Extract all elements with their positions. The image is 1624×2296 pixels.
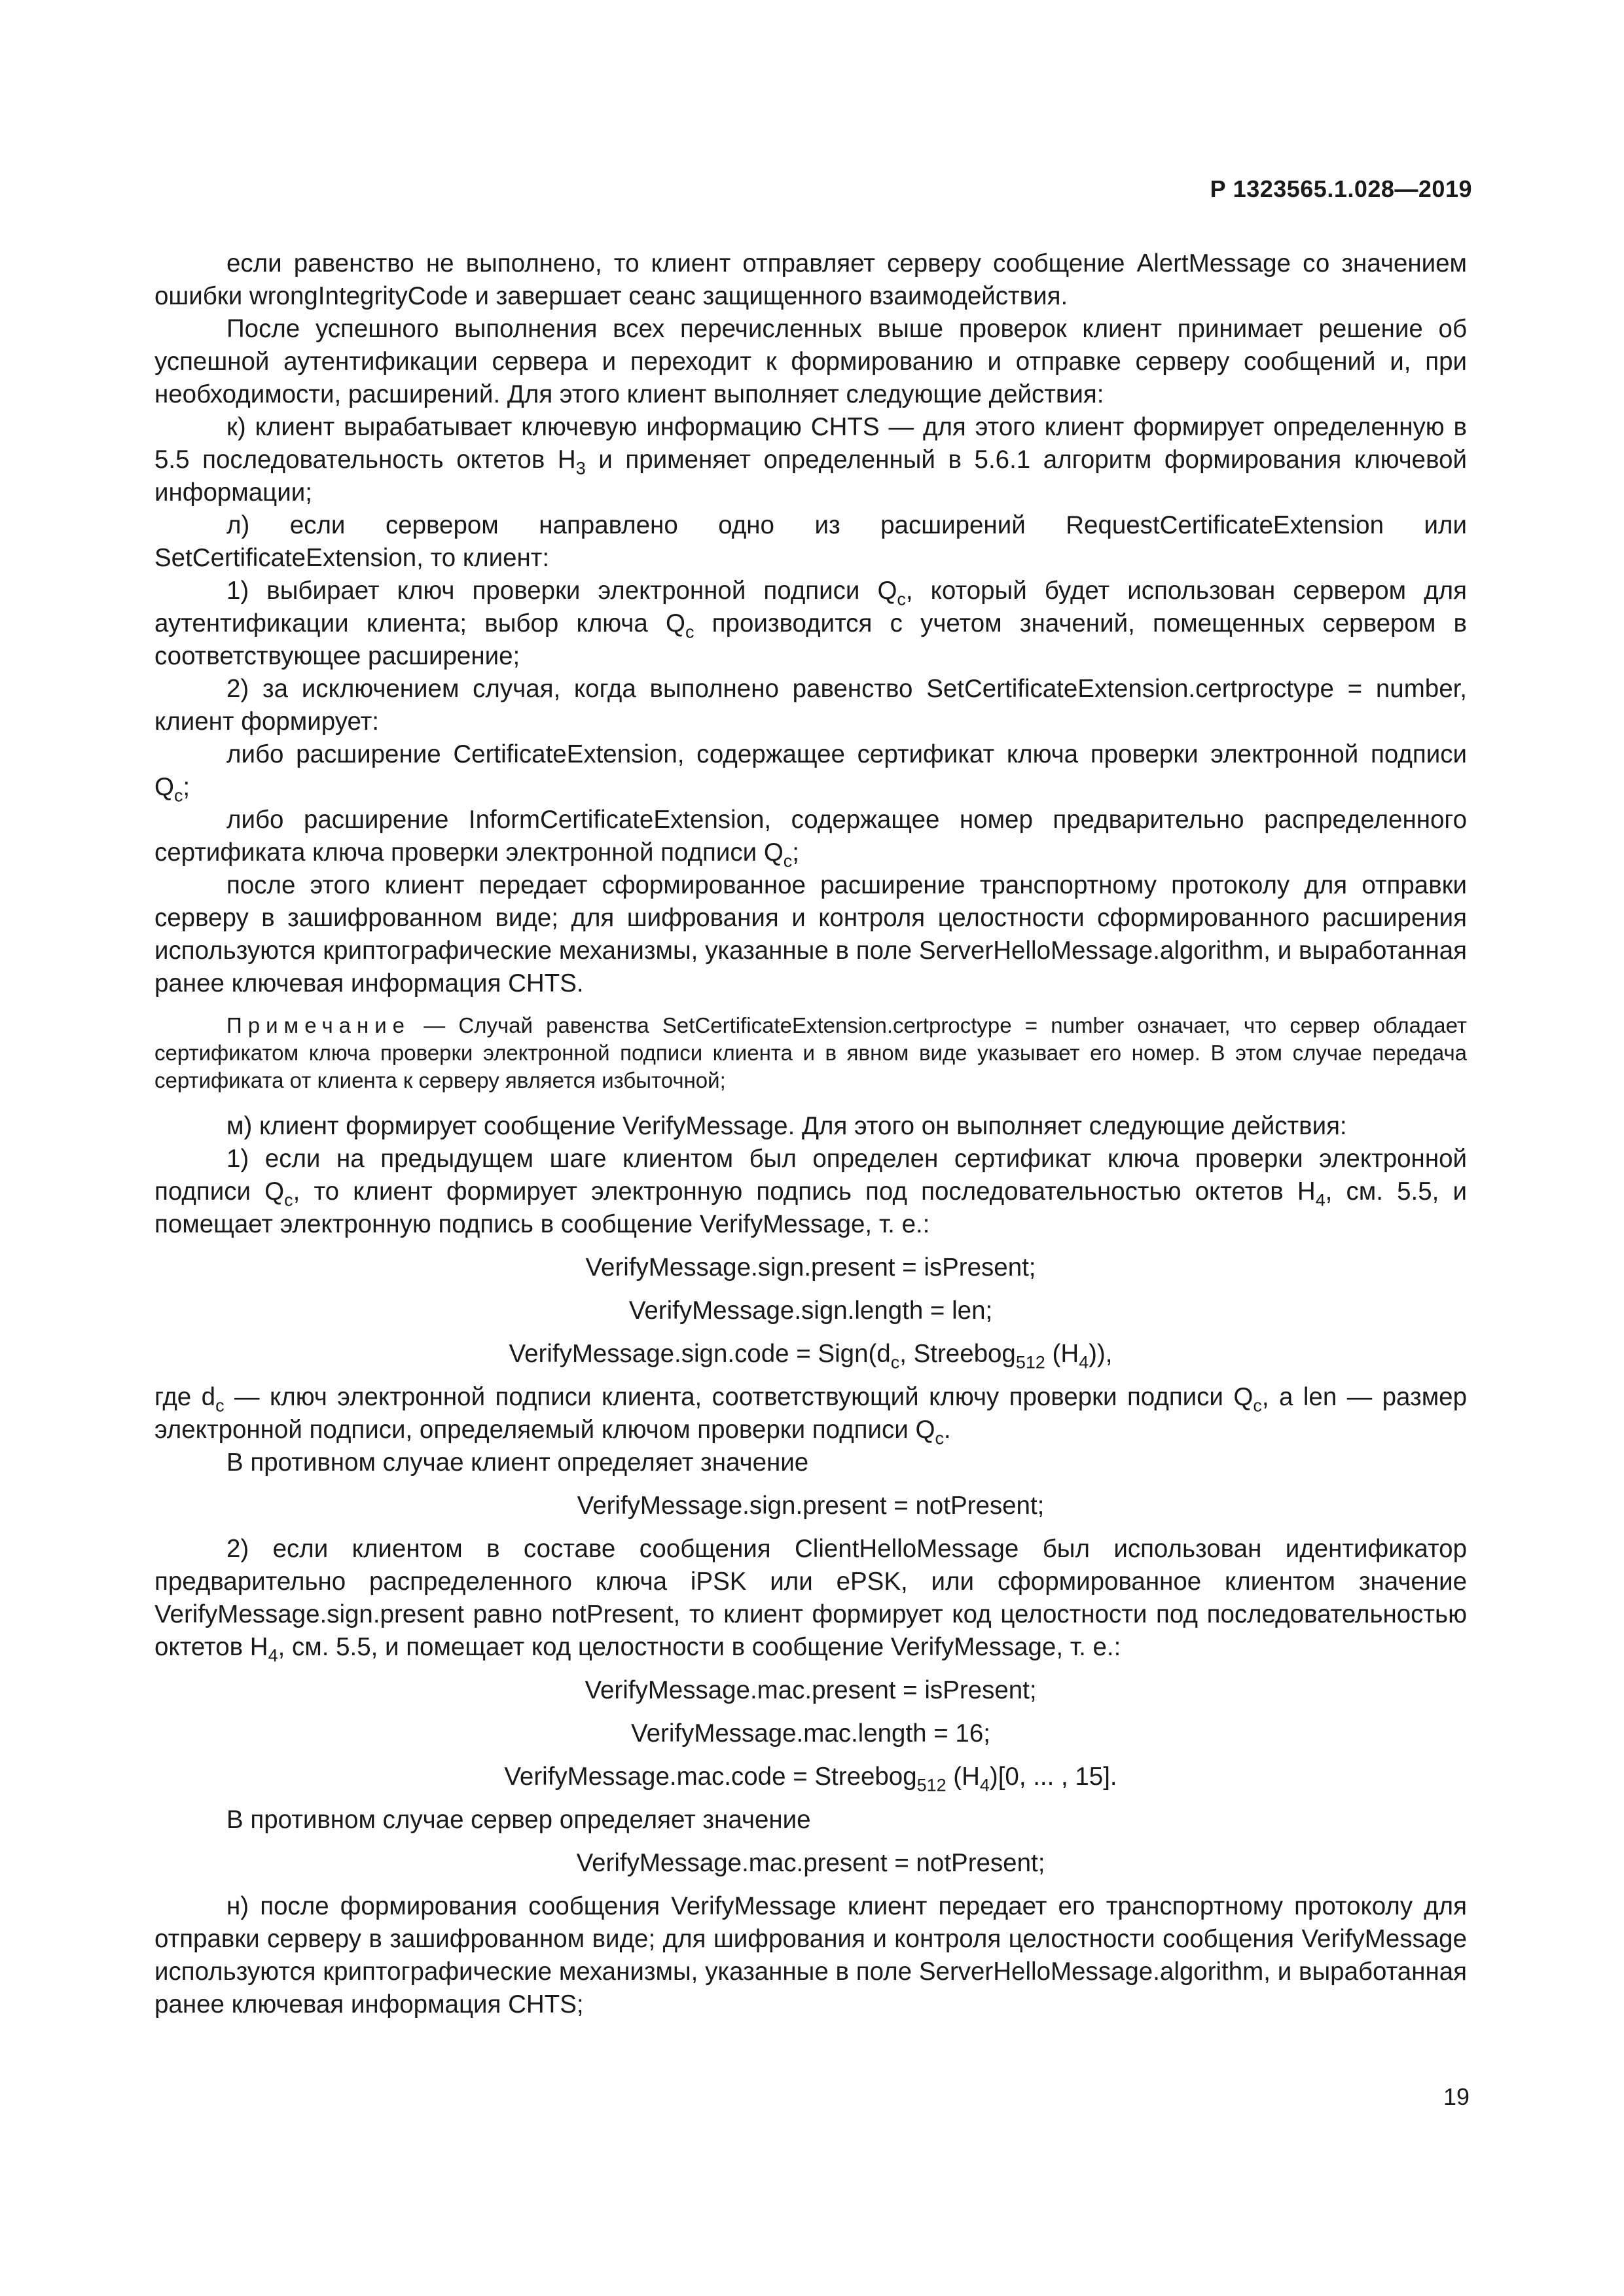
formula-mac-not-present: VerifyMessage.mac.present = notPresent;	[576, 1849, 1045, 1877]
item-l3: после этого клиент передает сформированное расширение транспортному протоколу для отправки серверу в зашифрованном виде; для шифрования и контроля целостности сформированного расширения используются криптографические механизмы, указанные в поле ServerHelloMessage.algorithm, и выработанная ранее ключевая информация CHTS.	[154, 871, 1467, 997]
paragraph-auth-success: После успешного выполнения всех перечисленных выше проверок клиент принимает решение об успешной аутентификации сервера и переходит к формированию и отправке серверу сообщений и, при необходимости, расширений. Для этого клиент выполняет следующие действия:	[154, 315, 1467, 408]
note-text: — Случай равенства SetCertificateExtension.certproctype = number означает, что сервер обладает сертификатом ключа проверки электронной подписи клиента и в явном виде указывает его номер. В этом случае передача сертификата от клиента к серверу является избыточной;	[154, 1013, 1467, 1092]
paragraph-where: где $d_c$ — ключ электронной подписи клиента, соответствующий ключу проверки подписи $Q_c$, а len — размер электронной подписи, определяемый ключом проверки подписи $Q_c$.	[154, 1383, 1467, 1448]
formula-mac-code: VerifyMessage.mac.code = Streebog$_{512}$ $(H_4)[0$, ... , 15].	[504, 1763, 1117, 1795]
formula-sign-not-present: VerifyMessage.sign.present = notPresent;	[577, 1492, 1045, 1520]
document-body	[154, 247, 1467, 2021]
formula-sign-length: VerifyMessage.sign.length = len;	[628, 1297, 993, 1325]
formula-sign-present: VerifyMessage.sign.present = isPresent;	[585, 1253, 1036, 1282]
item-k: к) клиент вырабатывает ключевую информацию CHTS — для этого клиент формирует определенную в 5.5 последовательность октетов $H_3$ и применяет определенный в 5.6.1 алгоритм формирования ключевой информации;	[154, 413, 1468, 507]
item-m2: 2) если клиентом в составе сообщения ClientHelloMessage был использован идентификатор предварительно распределенного ключа iPSK или ePSK, или сформированное клиентом значение VerifyMessage.sign.present равно notPresent, то клиент формирует код целостности под последовательностью октетов $H_4$, см. 5.5, и помещает код целостности в сообщение VerifyMessage, т. е.:	[154, 1535, 1467, 1666]
formula-mac-present: VerifyMessage.mac.present = isPresent;	[585, 1676, 1037, 1704]
item-l1: 1) выбирает ключ проверки электронной подписи $Q_c$, который будет использован сервером для аутентификации клиента; выбор ключа $Q_c$ производится с учетом значений, помещенных сервером в соответствующее расширение;	[154, 577, 1467, 670]
paragraph-else-client: В противном случае клиент определяет значение	[226, 1448, 809, 1477]
paragraph-else-server: В противном случае сервер определяет значение	[226, 1806, 811, 1834]
page-number: 19	[1443, 2083, 1470, 2110]
paragraph-alert: если равенство не выполнено, то клиент отправляет серверу сообщение AlertMessage со значением ошибки wrongIntegrityCode и завершает сеанс защищенного взаимодействия.	[154, 249, 1467, 310]
item-n: н) после формирования сообщения VerifyMessage клиент передает его транспортному протоколу для отправки серверу в зашифрованном виде; для шифрования и контроля целостности сообщения VerifyMessage используются криптографические механизмы, указанные в поле ServerHelloMessage.algorithm, и выработанная ранее ключевая информация CHTS;	[154, 1892, 1467, 2018]
note-label: Примечание	[226, 1013, 411, 1037]
formula-sign-code: VerifyMessage.sign.code = $Sign(d_c$, Streebog$_{512}$ $(H_4)$),	[509, 1340, 1113, 1372]
item-l2-inform-ext: либо расширение InformCertificateExtension, содержащее номер предварительно распределенного сертификата ключа проверки электронной подписи $Q_c$;	[154, 806, 1467, 871]
item-l2: 2) за исключением случая, когда выполнено равенство SetCertificateExtension.certproctype = number, клиент формирует:	[154, 675, 1467, 736]
document-id-header: Р 1323565.1.028—2019	[1210, 175, 1472, 202]
formula-mac-length: VerifyMessage.mac.length = 16;	[631, 1719, 990, 1748]
item-m: м) клиент формирует сообщение VerifyMessage. Для этого он выполняет следующие действия:	[226, 1112, 1347, 1140]
item-l2-cert-ext: либо расширение CertificateExtension, содержащее сертификат ключа проверки электронной подписи $Q_c$;	[154, 740, 1467, 806]
item-l: л) если сервером направлено одно из расширений RequestCertificateExtension или SetCertificateExtension, то клиент:	[154, 511, 1467, 572]
item-m1: 1) если на предыдущем шаге клиентом был определен сертификат ключа проверки электронной подписи $Q_c$, то клиент формирует электронную подпись под последовательностью октетов $H_4$, см. 5.5, и помещает электронную подпись в сообщение VerifyMessage, т. е.:	[154, 1145, 1467, 1238]
note	[154, 1012, 1467, 1094]
